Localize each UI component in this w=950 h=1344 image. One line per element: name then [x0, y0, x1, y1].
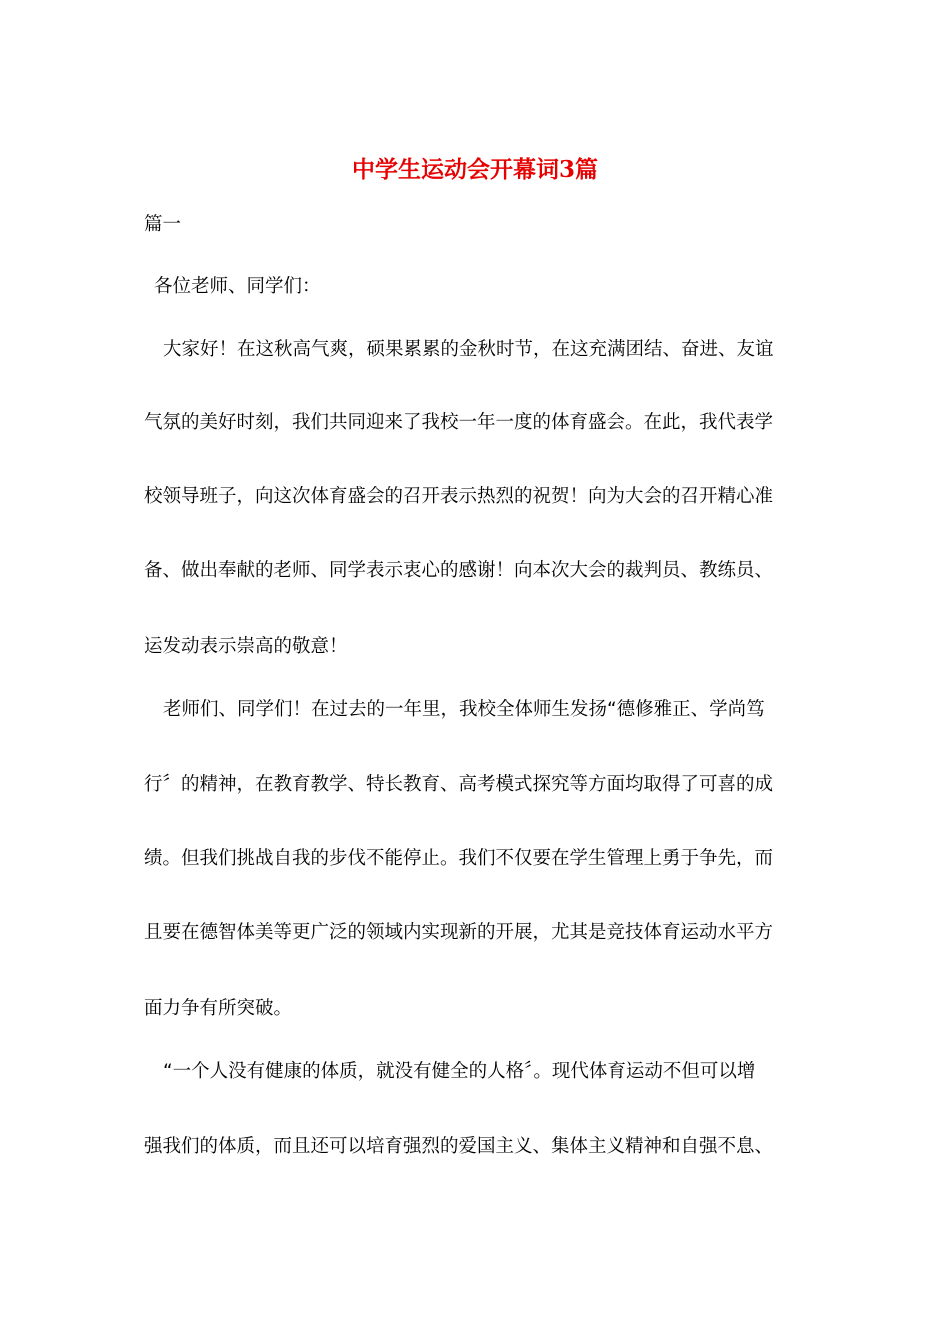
document-title: 中学生运动会开幕词3篇 — [351, 156, 598, 183]
body-line: 老师们、同学们！在过去的一年里，我校全体师生发扬“德修雅正、学尚笃 — [163, 699, 765, 720]
body-line: 强我们的体质，而且还可以培育强烈的爱国主义、集体主义精神和自强不息、 — [144, 1136, 774, 1157]
body-line: “一个人没有健康的体质，就没有健全的人格〞。现代体育运动不但可以增 — [163, 1061, 756, 1082]
body-line: 且要在德智体美等更广泛的领域内实现新的开展，尤其是竞技体育运动水平方 — [144, 922, 774, 943]
section-label: 篇一 — [144, 214, 182, 235]
body-line: 大家好！在这秋高气爽，硕果累累的金秋时节，在这充满团结、奋进、友谊 — [163, 339, 774, 360]
body-line: 备、做出奉献的老师、同学表示衷心的感谢！向本次大会的裁判员、教练员、 — [144, 560, 774, 581]
body-line: 绩。但我们挑战自我的步伐不能停止。我们不仅要在学生管理上勇于争先，而 — [144, 848, 774, 869]
salutation: 各位老师、同学们： — [154, 276, 321, 297]
body-line: 校领导班子，向这次体育盛会的召开表示热烈的祝贺！向为大会的召开精心准 — [144, 486, 774, 507]
body-line: 面力争有所突破。 — [144, 998, 293, 1019]
body-line: 运发动表示崇高的敬意！ — [144, 636, 348, 657]
body-line: 行〞的精神，在教育教学、特长教育、高考模式探究等方面均取得了可喜的成 — [144, 774, 774, 795]
body-line: 气氛的美好时刻，我们共同迎来了我校一年一度的体育盛会。在此，我代表学 — [144, 412, 774, 433]
